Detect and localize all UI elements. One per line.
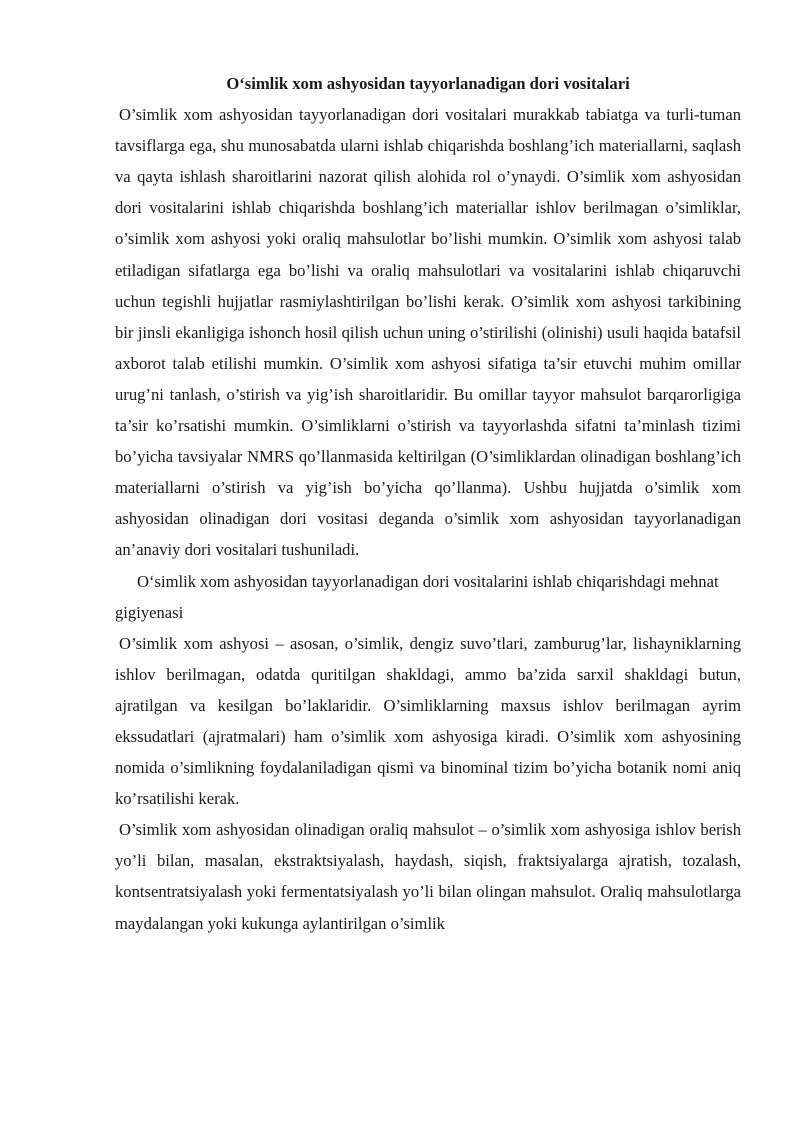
paragraph-2: O’simlik xom ashyosi – asosan, o’simlik, dengiz suvo’tlari, zamburug’lar, lishayniklarning ishlov berilmagan, odatda quritilgan shakldagi, ammo ba’zida sarxil shakldagi butun, ajratilgan va kesilgan bo’laklaridir. O’simliklarning maxsus ishlov berilmagan ayrim ekssudatlari (ajratmalari) ham o’simlik xom ashyosiga kiradi. O’simlik xom ashyosining nomida o’simlikning foydalaniladigan qismi va binominal tizim bo’yicha botanik nomi aniq ko’rsatilishi kerak. [115, 633, 741, 809]
document-title: O‘simlik xom ashyosidan tayyorlanadigan dori vositalari [226, 74, 630, 93]
paragraph-3: O’simlik xom ashyosidan olinadigan oraliq mahsulot – o’simlik xom ashyosiga ishlov berish yo’li bilan, masalan, ekstraktsiyalash, haydash, siqish, fraktsiyalarga ajratish, tozalash, kontsentratsiyalash yoki fermentatsiyalash yo’li bilan olingan mahsulot. Oraliq mahsulotlarga maydalangan yoki kukunga aylantirilgan o’simlik [115, 820, 741, 933]
section-heading: O‘simlik xom ashyosidan tayyorlanadigan dori vositalarini ishlab chiqarishdagi mehnat gigiyenasi [115, 571, 719, 622]
paragraph-1: O’simlik xom ashyosidan tayyorlanadigan dori vositalari murakkab tabiatga va turli-tuman tavsiflarga ega, shu munosabatda ularni ishlab chiqarishda boshlang’ich materiallarni, saqlash va qayta ishlash sharoitlarini nazorat qilish alohida rol o’ynaydi. O’simlik xom ashyosidan dori vositalarini ishlab chiqarishda boshlang’ich materiallar ishlov berilmagan o’simliklar, o’simlik xom ashyosi yoki oraliq mahsulotlar bo’lishi mumkin. O’simlik xom ashyosi talab etiladigan sifatlarga ega bo’lishi va oraliq mahsulotlari va vositalarini ishlab chiqaruvchi uchun tegishli hujjatlar rasmiylashtirilgan bo’lishi kerak. O’simlik xom ashyosi tarkibining bir jinsli ekanligiga ishonch hosil qilish uchun uning o’stirilishi (olinishi) usuli haqida batafsil axborot talab etilishi mumkin. O’simlik xom ashyosi sifatiga ta’sir etuvchi muhim omillar urug’ni tanlash, o’stirish va yig’ish sharoitlaridir. Bu omillar tayyor mahsulot barqarorligiga ta’sir ko’rsatishi mumkin. O’simliklarni o’stirish va tayyorlashda sifatni ta’minlash tizimi bo’yicha tavsiyalar NMRS qo’llanmasida keltirilgan (O’simliklardan olinadigan boshlang’ich materiallarni o’stirish va yig’ish bo’yicha qo’llanma). Ushbu hujjatda o’simlik xom ashyosidan olinadigan dori vositasi deganda o’simlik xom ashyosidan tayyorlanadigan an’anaviy dori vositalari tushuniladi. [115, 105, 741, 560]
document-page [115, 68, 741, 939]
